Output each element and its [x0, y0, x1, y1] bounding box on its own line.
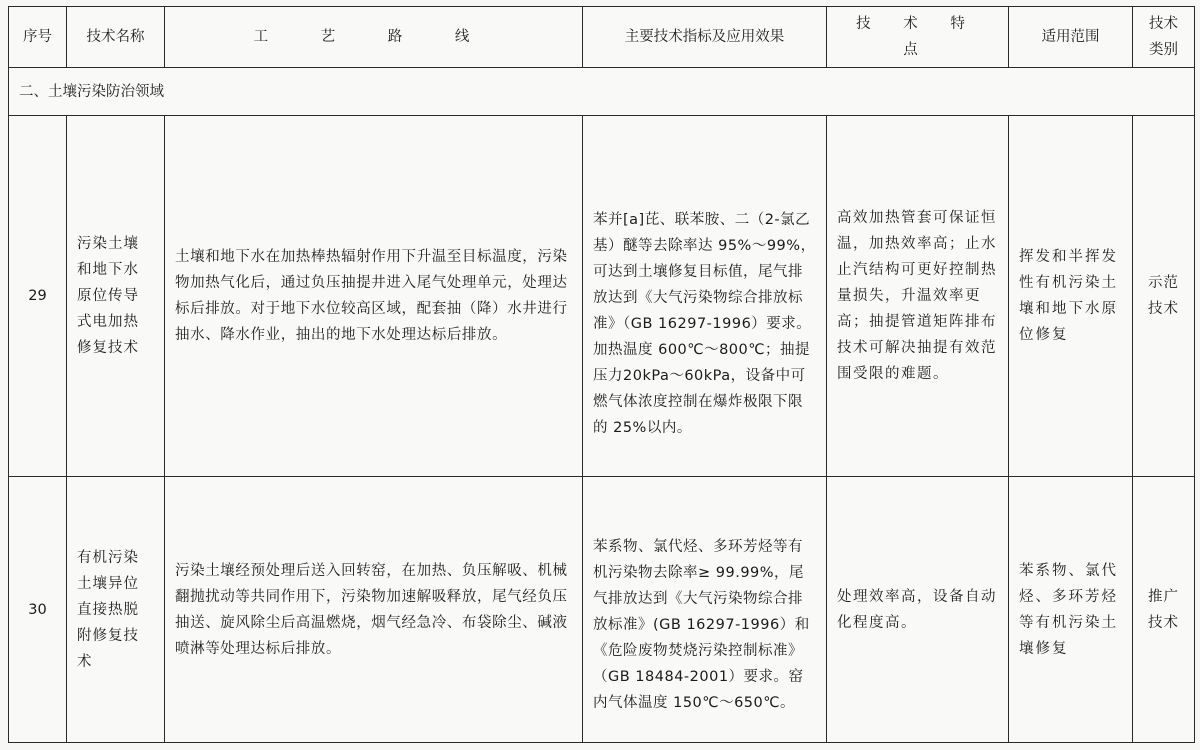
header-no: 序号 [9, 7, 67, 68]
header-feature: 技 术 特 点 [827, 7, 1009, 68]
tech-name: 污染土壤和地下水原位传导式电加热修复技术 [67, 116, 165, 477]
row-number: 30 [9, 477, 67, 743]
section-title: 二、土壤污染防治领域 [9, 68, 1195, 116]
tech-features: 高效加热管套可保证恒温，加热效率高；止水止汽结构可更好控制热量损失，升温效率更高；抽提管道矩阵排布技术可解决抽提有效范围受限的难题。 [827, 116, 1009, 477]
header-name: 技术名称 [67, 7, 165, 68]
process-route: 土壤和地下水在加热棒热辐射作用下升温至目标温度，污染物加热气化后，通过负压抽提井进入尾气处理单元，处理达标后排放。对于地下水位较高区域，配套抽（降）水井进行抽水、降水作业，抽出的地下水处理达标后排放。 [165, 116, 583, 477]
tech-features: 处理效率高，设备自动化程度高。 [827, 477, 1009, 743]
header-route: 工 艺 路 线 [165, 7, 583, 68]
application-scope: 挥发和半挥发性有机污染土壤和地下水原位修复 [1009, 116, 1133, 477]
header-row [9, 7, 1195, 68]
tech-indicators-text: 苯并[a]芘、联苯胺、二（2-氯乙基）醚等去除率达 95%～99%，可达到土壤修复目标值，尾气排放达到《大气污染物综合排放标准》（GB 16297-1996）要求。加热温度 600℃～800℃；抽提压力20kPa～60kPa，设备中可燃气体浓度控制在爆炸极限下限的 25%以内。 [593, 212, 816, 436]
tech-name: 有机污染土壤异位直接热脱附修复技术 [67, 477, 165, 743]
tech-category: 示范技术 [1133, 116, 1195, 477]
row-number: 29 [9, 116, 67, 477]
header-index: 主要技术指标及应用效果 [583, 7, 827, 68]
application-scope: 苯系物、氯代烃、多环芳烃等有机污染土壤修复 [1009, 477, 1133, 743]
table-row [9, 116, 1195, 477]
header-scope: 适用范围 [1009, 7, 1133, 68]
tech-indicators-text: 苯系物、氯代烃、多环芳烃等有机污染物去除率≥ 99.99%，尾气排放达到《大气污染物综合排放标准》(GB 16297-1996）和《危险废物焚烧污染控制标准》（GB 18484-2001）要求。窑内气体温度 150℃～650℃。 [593, 538, 810, 711]
tech-indicators [583, 477, 827, 743]
section-row [9, 68, 1195, 116]
tech-category: 推广技术 [1133, 477, 1195, 743]
tech-indicators [583, 116, 827, 477]
process-route: 污染土壤经预处理后送入回转窑，在加热、负压解吸、机械翻抛扰动等共同作用下，污染物加速解吸释放，尾气经负压抽送、旋风除尘后高温燃烧，烟气经急冷、布袋除尘、碱液喷淋等处理达标后排放。 [165, 477, 583, 743]
header-category: 技术类别 [1133, 7, 1195, 68]
technology-table [8, 6, 1195, 743]
table-row [9, 477, 1195, 743]
